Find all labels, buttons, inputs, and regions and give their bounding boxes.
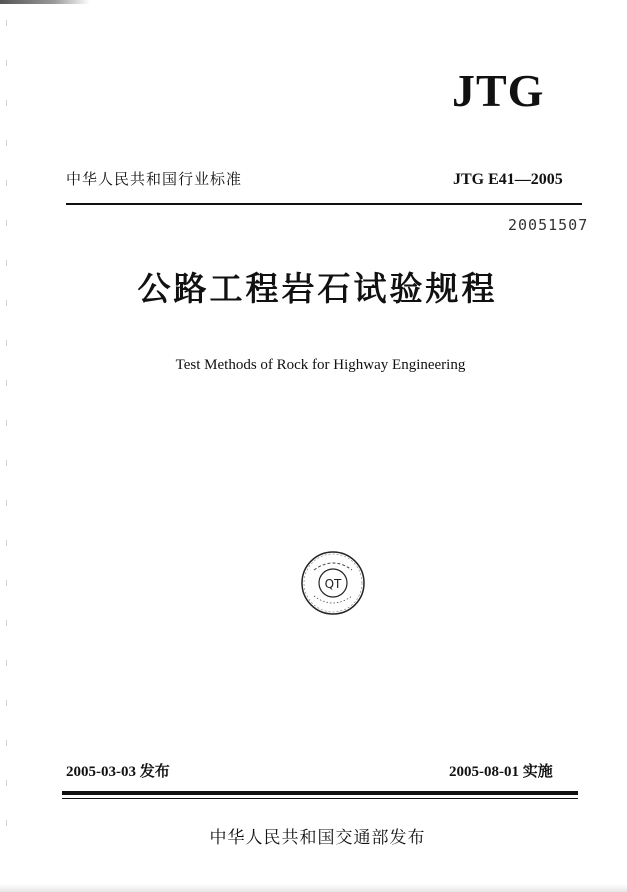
seal-center-text: QT	[324, 577, 342, 591]
archive-number: 20051507	[508, 216, 589, 234]
publisher-seal-icon	[300, 550, 366, 616]
issue-date: 2005-03-03 发布	[66, 764, 170, 780]
header-divider	[66, 203, 582, 205]
standard-code: JTG E41—2005	[453, 171, 563, 188]
implementation-date: 2005-08-01 实施	[449, 764, 553, 780]
scan-edge-bottom	[0, 884, 627, 892]
scan-edge-left	[6, 20, 7, 860]
brand-logo-text: JTG	[452, 65, 545, 116]
document-title-chinese: 公路工程岩石试验规程	[137, 269, 498, 308]
standard-category: 中华人民共和国行业标准	[66, 170, 243, 188]
scan-edge-top	[0, 0, 90, 4]
document-title-english: Test Methods of Rock for Highway Engineering	[175, 357, 466, 373]
footer-divider-thick	[62, 791, 578, 795]
publisher-line: 中华人民共和国交通部发布	[209, 828, 426, 848]
footer-divider-thin	[62, 798, 578, 799]
